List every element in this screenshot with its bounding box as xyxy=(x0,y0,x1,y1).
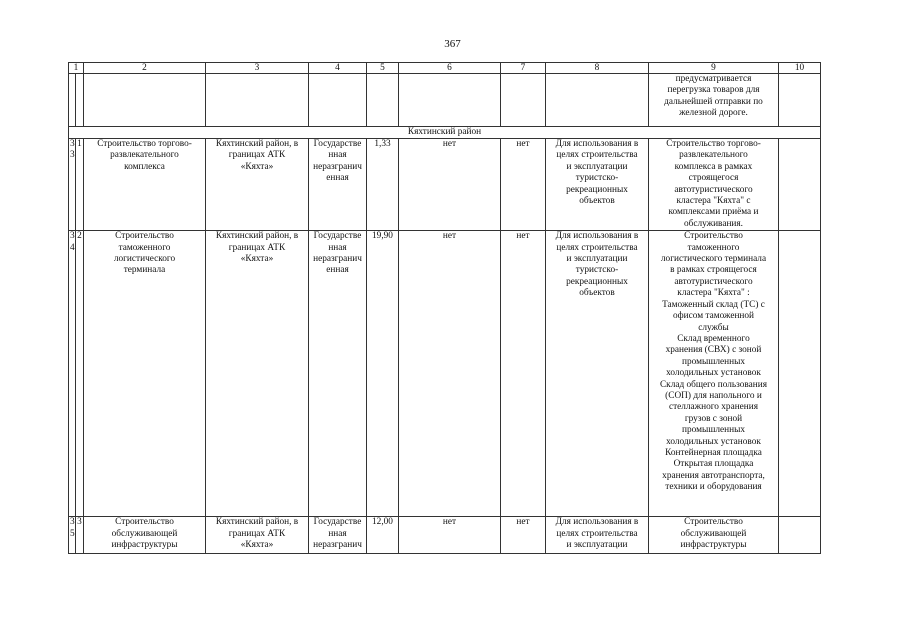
location: Кяхтинский район, в границах АТК «Кяхта» xyxy=(206,231,309,517)
header-cell: 3 xyxy=(206,63,309,74)
col10-value xyxy=(779,517,821,554)
table-cell xyxy=(399,74,501,127)
table-header-row xyxy=(69,63,821,74)
header-cell: 10 xyxy=(779,63,821,74)
object-name: Строительство обслуживающей инфраструктуры xyxy=(84,517,206,554)
purpose: Для использования в целях строительства и эксплуатации туристско- рекреационных объектов xyxy=(546,231,649,517)
header-cell: 8 xyxy=(546,63,649,74)
table-cell xyxy=(501,74,546,127)
land-plots-table xyxy=(68,62,821,554)
header-cell: 5 xyxy=(367,63,399,74)
header-cell: 6 xyxy=(399,63,501,74)
object-name: Строительство торгово- развлекательного комплекса xyxy=(84,139,206,231)
header-cell: 2 xyxy=(84,63,206,74)
purpose: Для использования в целях строительства и эксплуатации xyxy=(546,517,649,554)
header-cell: 7 xyxy=(501,63,546,74)
location: Кяхтинский район, в границах АТК «Кяхта» xyxy=(206,139,309,231)
table-row xyxy=(69,517,821,554)
header-cell: 1 xyxy=(69,63,84,74)
table-cell xyxy=(206,74,309,127)
description: Строительство обслуживающей инфраструктуры xyxy=(649,517,779,554)
row-number-a: 3 5 xyxy=(69,517,76,554)
col6-value: нет xyxy=(399,139,501,231)
table-row xyxy=(69,231,821,517)
area: 19,90 xyxy=(367,231,399,517)
area: 1,33 xyxy=(367,139,399,231)
region-row xyxy=(69,127,821,139)
table-cell xyxy=(367,74,399,127)
col6-value: нет xyxy=(399,231,501,517)
ownership: Государстве нная неразгранич xyxy=(309,517,367,554)
col7-value: нет xyxy=(501,517,546,554)
object-name: Строительство таможенного логистического терминала xyxy=(84,231,206,517)
continuation-note: предусматривается перегрузка товаров для дальнейшей отправки по железной дороге. xyxy=(649,74,779,127)
header-cell: 9 xyxy=(649,63,779,74)
row-number-b: 2 xyxy=(76,231,84,517)
page-number: 367 xyxy=(444,38,461,50)
table-cell xyxy=(779,74,821,127)
region-heading: Кяхтинский район xyxy=(69,127,821,139)
location: Кяхтинский район, в границах АТК «Кяхта» xyxy=(206,517,309,554)
description: Строительство торгово- развлекательного комплекса в рамках строящегося автотуристического кластера "Кяхта" с комплексами приёма и обслуживания. xyxy=(649,139,779,231)
col7-value: нет xyxy=(501,139,546,231)
table-cell xyxy=(69,74,76,127)
table-cell xyxy=(309,74,367,127)
row-number-b: 1 xyxy=(76,139,84,231)
header-cell: 4 xyxy=(309,63,367,74)
row-number-a: 3 3 xyxy=(69,139,76,231)
continuation-row xyxy=(69,74,821,127)
ownership: Государстве нная неразгранич енная xyxy=(309,139,367,231)
row-number-b: 3 xyxy=(76,517,84,554)
description: Строительство таможенного логистического терминала в рамках строящегося автотуристического кластера "Кяхта" : Таможенный склад (ТС) с офисом таможенной службы Склад временного хранения (СВХ) с зоной промышленных холодильных установок Склад общего пользования (СОП) для напольного и стеллажного хранения грузов с зоной промышленных холодильных установок Контейнерная площадка Открытая площадка хранения автотранспорта, техники и оборудования xyxy=(649,231,779,517)
area: 12,00 xyxy=(367,517,399,554)
col10-value xyxy=(779,139,821,231)
purpose: Для использования в целях строительства и эксплуатации туристско- рекреационных объектов xyxy=(546,139,649,231)
col10-value xyxy=(779,231,821,517)
row-number-a: 3 4 xyxy=(69,231,76,517)
col6-value: нет xyxy=(399,517,501,554)
table-cell xyxy=(76,74,84,127)
ownership: Государстве нная неразгранич енная xyxy=(309,231,367,517)
col7-value: нет xyxy=(501,231,546,517)
table-cell xyxy=(546,74,649,127)
table-cell xyxy=(84,74,206,127)
table-row xyxy=(69,139,821,231)
